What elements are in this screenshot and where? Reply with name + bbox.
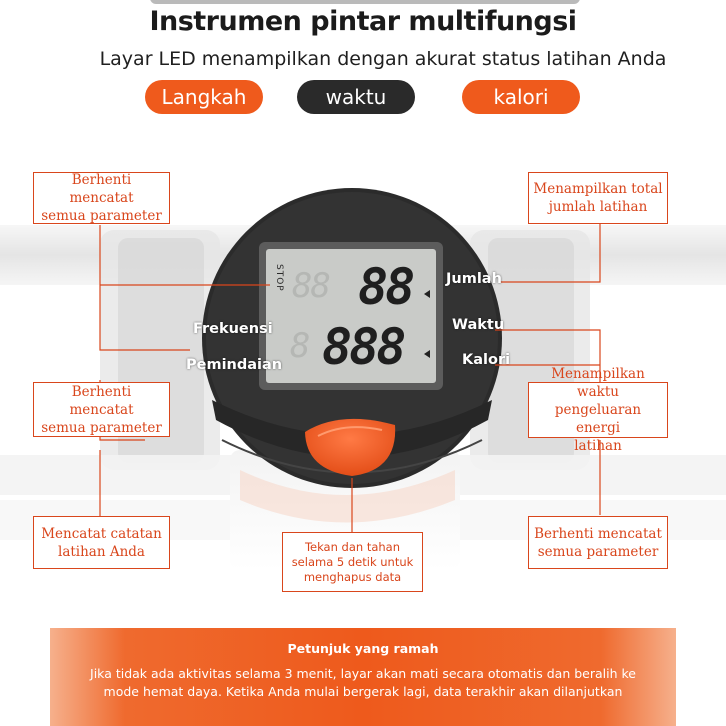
- label-pemindaian: Pemindaian: [186, 357, 283, 373]
- page-title: Instrumen pintar multifungsi: [149, 6, 577, 37]
- callout-top-left: Berhenti mencatat semua parameter: [33, 172, 170, 224]
- steps-pill: Langkah: [145, 80, 263, 114]
- label-kalori: Kalori: [462, 352, 511, 368]
- label-waktu: Waktu: [452, 317, 505, 333]
- callout-bottom-center: Tekan dan tahan selama 5 detik untuk menghapus data: [282, 532, 423, 592]
- label-jumlah: Jumlah: [446, 271, 502, 287]
- callout-mid-left: Berhenti mencatat semua parameter: [33, 382, 170, 437]
- callout-mid-right: Menampilkan waktu pengeluaran energi latihan: [528, 382, 668, 438]
- lcd-bottom-dim-digits: 8: [290, 326, 311, 366]
- page-subtitle: Layar LED menampilkan dengan akurat status latihan Anda: [99, 48, 667, 70]
- lcd-bottom-digits: 888: [322, 318, 404, 376]
- lcd-top-dim-digits: 88: [292, 266, 329, 306]
- lcd-indicator-arrow: [424, 350, 430, 358]
- callout-top-right: Menampilkan total jumlah latihan: [528, 172, 668, 224]
- callout-bottom-left: Mencatat catatan latihan Anda: [33, 516, 170, 569]
- lcd-indicator-arrow: [424, 290, 430, 298]
- tips-text: Jika tidak ada aktivitas selama 3 menit, layar akan mati secara otomatis dan beralih ke mode hemat daya. Ketika Anda mulai bergerak lagi, data terakhir akan dilanjutkan: [90, 666, 636, 699]
- callout-bottom-right: Berhenti mencatat semua parameter: [528, 516, 668, 569]
- time-pill: waktu: [297, 80, 415, 114]
- tips-title: Petunjuk yang ramah: [287, 641, 439, 656]
- lcd-top-digits: 88: [358, 258, 413, 316]
- label-frekuensi: Frekuensi: [193, 321, 273, 337]
- lcd-stop-label: STOP: [274, 264, 284, 292]
- calories-pill: kalori: [462, 80, 580, 114]
